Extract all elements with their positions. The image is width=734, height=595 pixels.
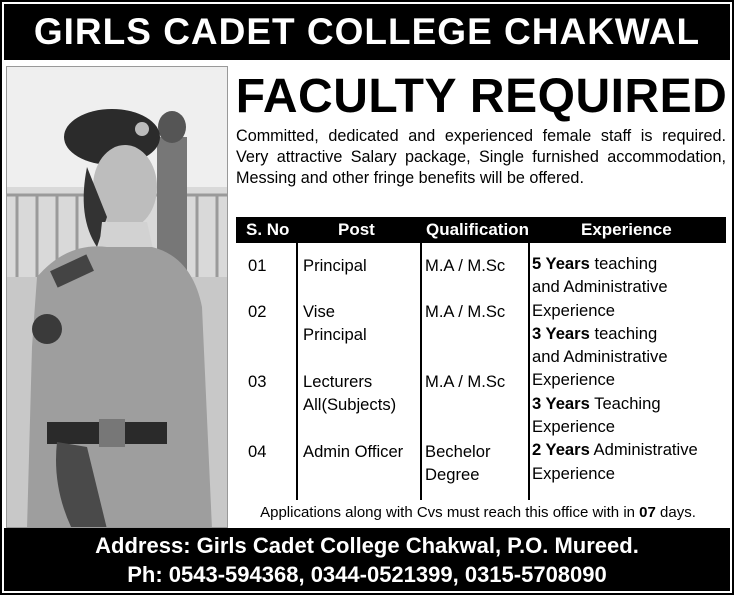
header-post: Post xyxy=(338,220,375,239)
row-3-sno: 03 xyxy=(248,372,267,391)
college-title-banner: GIRLS CADET COLLEGE CHAKWAL xyxy=(4,4,730,60)
deadline-days: 07 xyxy=(639,504,656,521)
faculty-required-heading: FACULTY REQUIRED xyxy=(235,70,728,123)
row-2-sno: 02 xyxy=(248,302,267,321)
experience-line: Experience xyxy=(532,370,616,390)
application-deadline-note: Applications along with Cvs must reach this office with in 07 days. xyxy=(228,500,728,526)
experience-line: and Administrative xyxy=(532,277,668,297)
row-2-post-line2: Principal xyxy=(303,325,367,344)
header-qualification: Qualification xyxy=(426,220,529,239)
contact-banner xyxy=(4,528,730,591)
row-3-qualification: M.A / M.Sc xyxy=(425,372,506,391)
cadet-photo xyxy=(6,66,228,528)
column-divider xyxy=(296,243,298,500)
table-header xyxy=(236,217,726,243)
experience-line: Experience xyxy=(532,417,616,437)
experience-line: and Administrative xyxy=(532,347,668,367)
column-divider xyxy=(420,243,422,500)
row-1-post: Principal xyxy=(303,256,367,275)
header-sno: S. No xyxy=(246,220,290,239)
row-2-qualification: M.A / M.Sc xyxy=(425,302,506,321)
row-4-qualification-line1: Bechelor xyxy=(425,442,491,461)
experience-column xyxy=(532,252,728,485)
row-2-post-line1: Vise xyxy=(303,302,335,321)
experience-line: 2 Years Administrative xyxy=(532,440,698,460)
experience-line: Experience xyxy=(532,463,616,483)
phone-line: Ph: 0543-594368, 0344-0521399, 0315-5708090 xyxy=(127,562,607,587)
row-3-post-line1: Lecturers xyxy=(303,372,373,391)
experience-line: 3 Years Teaching xyxy=(532,393,661,413)
row-4-qualification-line2: Degree xyxy=(425,465,480,484)
cadet-officer-illustration xyxy=(7,67,228,528)
experience-line: 5 Years teaching xyxy=(532,254,658,273)
address-line: Address: Girls Cadet College Chakwal, P.O. Mureed. xyxy=(95,533,639,558)
experience-line: 3 Years teaching xyxy=(532,323,658,343)
row-4-post: Admin Officer xyxy=(303,442,404,461)
row-1-sno: 01 xyxy=(248,256,267,275)
column-divider xyxy=(528,243,530,500)
intro-paragraph: Committed, dedicated and experienced female staff is required. Very attractive Salary package, Single furnished accommodation, Messing and other fringe benefits will be offered. xyxy=(236,127,726,187)
header-experience: Experience xyxy=(581,220,672,239)
row-1-qualification: M.A / M.Sc xyxy=(425,256,506,275)
experience-line: Experience xyxy=(532,300,616,320)
row-3-post-line2: All(Subjects) xyxy=(303,395,397,414)
row-4-sno: 04 xyxy=(248,442,267,461)
